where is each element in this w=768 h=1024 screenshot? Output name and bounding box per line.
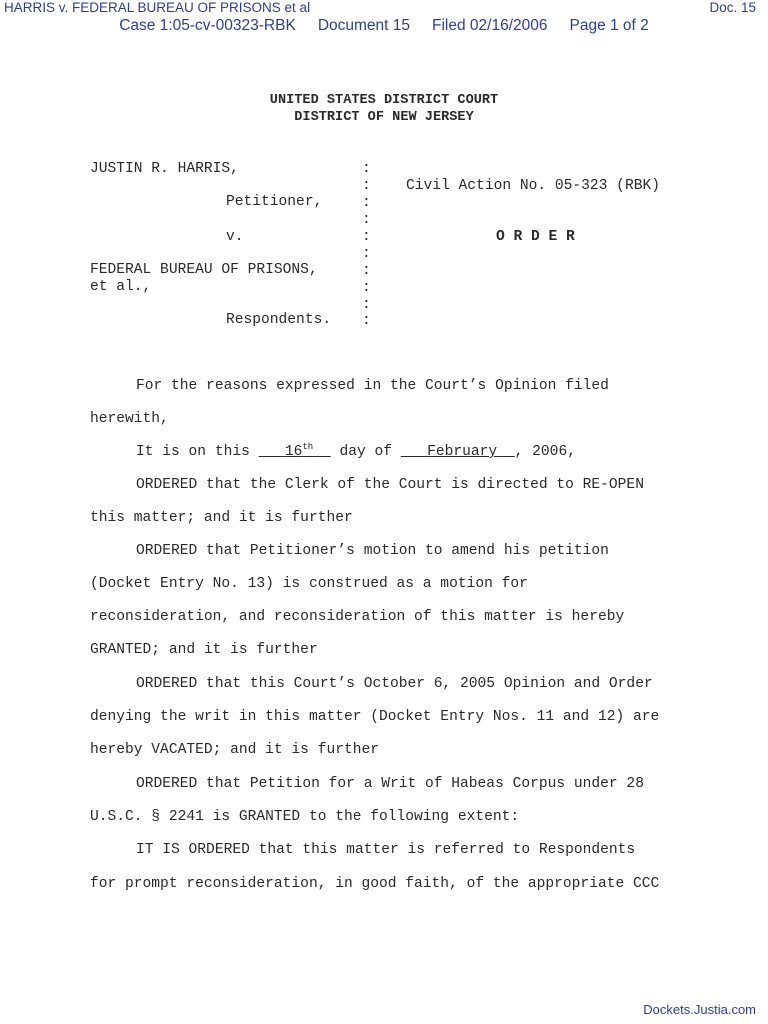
caption-colon: : (362, 161, 371, 177)
court-district: DISTRICT OF NEW JERSEY (294, 110, 474, 125)
body-line: GRANTED; and it is further (90, 642, 318, 658)
body-line: this matter; and it is further (90, 510, 353, 526)
body-line: ORDERED that this Court’s October 6, 2005 Opinion and Order (136, 676, 653, 692)
petitioner-role: Petitioner, (226, 194, 323, 210)
doc-number-link[interactable]: Doc. 15 (709, 0, 756, 15)
document-number: Document 15 (317, 17, 411, 34)
petitioner-name: JUSTIN R. HARRIS, (90, 161, 239, 177)
body-line: ORDERED that Petitioner’s motion to amend his petition (136, 543, 609, 559)
caption-colon: : (362, 297, 371, 313)
caption-colon: : (362, 313, 371, 329)
body-line: U.S.C. § 2241 is GRANTED to the following extent: (90, 809, 520, 825)
date-prefix: It is on this (136, 444, 259, 460)
page-indicator: Page 1 of 2 (569, 17, 649, 34)
body-line: ORDERED that the Clerk of the Court is directed to RE-OPEN (136, 477, 644, 493)
date-month-field: February (427, 444, 498, 460)
body-line: denying the writ in this matter (Docket Entry Nos. 11 and 12) are (90, 709, 660, 725)
respondent-name-cont: et al., (90, 279, 152, 295)
caption-colon: : (362, 280, 371, 296)
order-title: O R D E R (496, 229, 575, 245)
case-number: Case 1:05-cv-00323-RBK (119, 17, 296, 34)
date-suffix: , 2006, (514, 444, 576, 460)
respondent-name: FEDERAL BUREAU OF PRISONS, (90, 262, 318, 278)
civil-action-number: Civil Action No. 05-323 (RBK) (406, 178, 660, 194)
date-line (136, 444, 576, 460)
source-link[interactable]: Dockets.Justia.com (643, 1002, 756, 1017)
caption-colon: : (362, 212, 371, 228)
body-line: herewith, (90, 411, 169, 427)
case-info-line (0, 17, 768, 35)
body-line: hereby VACATED; and it is further (90, 742, 380, 758)
caption-colon: : (362, 229, 371, 245)
case-title-link[interactable]: HARRIS v. FEDERAL BUREAU OF PRISONS et al (4, 0, 311, 15)
caption-colon: : (362, 195, 371, 211)
body-line: For the reasons expressed in the Court’s Opinion filed (136, 378, 609, 394)
caption-colon: : (362, 246, 371, 262)
caption-colon: : (362, 263, 371, 279)
body-line: IT IS ORDERED that this matter is referred to Respondents (136, 842, 636, 858)
body-line: reconsideration, and reconsideration of this matter is hereby (90, 609, 625, 625)
versus: v. (226, 229, 244, 245)
respondent-role: Respondents. (226, 312, 332, 328)
body-line: ORDERED that Petition for a Writ of Habeas Corpus under 28 (136, 776, 644, 792)
body-line: for prompt reconsideration, in good faith, of the appropriate CCC (90, 876, 660, 892)
date-mid: day of (330, 444, 401, 460)
filed-date: Filed 02/16/2006 (432, 17, 548, 34)
body-line: (Docket Entry No. 13) is construed as a motion for (90, 576, 528, 592)
date-day-field: 16th (284, 442, 314, 460)
court-name: UNITED STATES DISTRICT COURT (269, 93, 499, 108)
caption-colon: : (362, 178, 371, 194)
